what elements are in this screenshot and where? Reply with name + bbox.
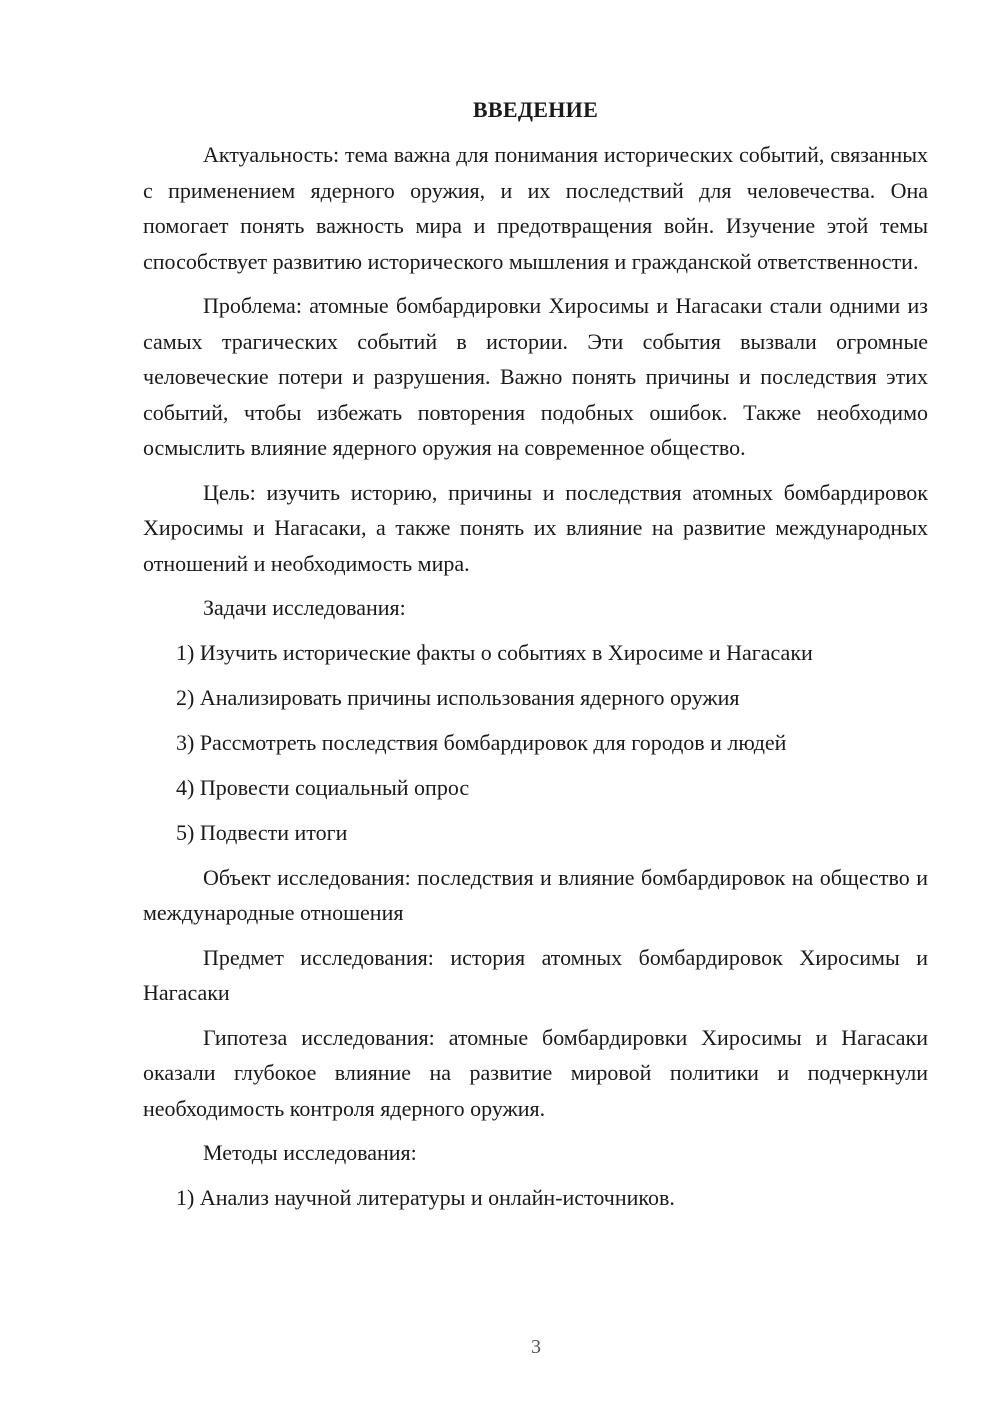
page-number: 3 bbox=[531, 1336, 541, 1358]
methods-list bbox=[143, 1180, 928, 1216]
methods-heading: Методы исследования: bbox=[203, 1140, 417, 1165]
list-item: 3) Рассмотреть последствия бомбардировок для городов и людей bbox=[176, 729, 787, 755]
tasks-list bbox=[143, 635, 928, 851]
paragraph-problem: Проблема: атомные бомбардировки Хиросимы и Нагасаки стали одними из самых трагических событий в истории. Эти события вызвали огромные человеческие потери и разрушения. Важно понять причины и последствия этих событий, чтобы избежать повторения подобных ошибок. Также необходимо осмыслить влияние ядерного оружия на современное общество. bbox=[143, 293, 928, 460]
list-item: 1) Анализ научной литературы и онлайн-источников. bbox=[176, 1184, 675, 1210]
list-item: 2) Анализировать причины использования ядерного оружия bbox=[176, 684, 740, 710]
list-item: 5) Подвести итоги bbox=[176, 819, 348, 845]
list-item: 1) Изучить исторические факты о событиях в Хиросиме и Нагасаки bbox=[176, 639, 813, 665]
list-item: 4) Провести социальный опрос bbox=[176, 774, 470, 800]
paragraph-hypothesis: Гипотеза исследования: атомные бомбардировки Хиросимы и Нагасаки оказали глубокое влияние на развитие мировой политики и подчеркнули необходимость контроля ядерного оружия. bbox=[143, 1024, 928, 1121]
paragraph-actuality: Актуальность: тема важна для понимания исторических событий, связанных с применением ядерного оружия, и их последствий для человечества. Она помогает понять важность мира и предотвращения войн. Изучение этой темы способствует развитию исторического мышления и гражданской ответственности. bbox=[143, 142, 928, 274]
tasks-heading: Задачи исследования: bbox=[203, 595, 406, 620]
page-title: ВВЕДЕНИЕ bbox=[472, 97, 599, 122]
paragraph-object: Объект исследования: последствия и влияние бомбардировок на общество и международные отношения bbox=[143, 864, 928, 925]
paragraph-subject: Предмет исследования: история атомных бомбардировок Хиросимы и Нагасаки bbox=[143, 944, 928, 1005]
paragraph-goal: Цель: изучить историю, причины и последствия атомных бомбардировок Хиросимы и Нагасаки, а также понять их влияние на развитие международных отношений и необходимость мира. bbox=[143, 479, 928, 576]
document-body bbox=[143, 95, 928, 1225]
